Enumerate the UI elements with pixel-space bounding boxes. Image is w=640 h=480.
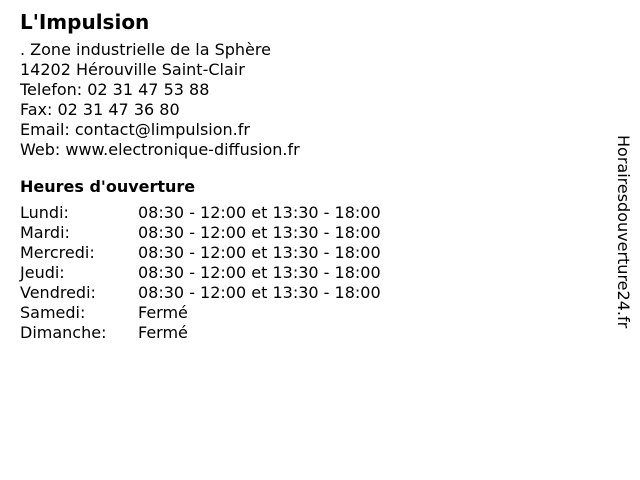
hours-row [20,203,580,223]
business-name: L'Impulsion [20,10,150,34]
site-watermark-label: Horairesdouverture24.fr [614,135,633,329]
hours-row [20,243,580,263]
opening-hours-title: Heures d'ouverture [20,177,196,196]
time-value: 08:30 - 12:00 et 13:30 - 18:00 [138,243,381,262]
hours-row [20,263,580,283]
hours-row [20,323,580,343]
day-label: Vendredi: [20,283,96,302]
email-line: Email: contact@limpulsion.fr [20,120,250,139]
time-value: 08:30 - 12:00 et 13:30 - 18:00 [138,263,381,282]
opening-hours-table [20,203,580,343]
day-label: Mercredi: [20,243,95,262]
time-value: 08:30 - 12:00 et 13:30 - 18:00 [138,223,381,242]
time-value: 08:30 - 12:00 et 13:30 - 18:00 [138,203,381,222]
phone-line: Telefon: 02 31 47 53 88 [20,80,210,99]
fax-line: Fax: 02 31 47 36 80 [20,100,180,119]
day-label: Lundi: [20,203,69,222]
time-value: 08:30 - 12:00 et 13:30 - 18:00 [138,283,381,302]
web-line: Web: www.electronique-diffusion.fr [20,140,300,159]
hours-row [20,283,580,303]
city-line: 14202 Hérouville Saint-Clair [20,60,245,79]
contact-details [20,40,580,160]
address-line: . Zone industrielle de la Sphère [20,40,271,59]
day-label: Samedi: [20,303,86,322]
day-label: Dimanche: [20,323,107,342]
day-label: Jeudi: [20,263,65,282]
business-card [20,10,580,343]
hours-row [20,223,580,243]
time-value: Fermé [138,323,188,342]
day-label: Mardi: [20,223,70,242]
time-value: Fermé [138,303,188,322]
hours-row [20,303,580,323]
